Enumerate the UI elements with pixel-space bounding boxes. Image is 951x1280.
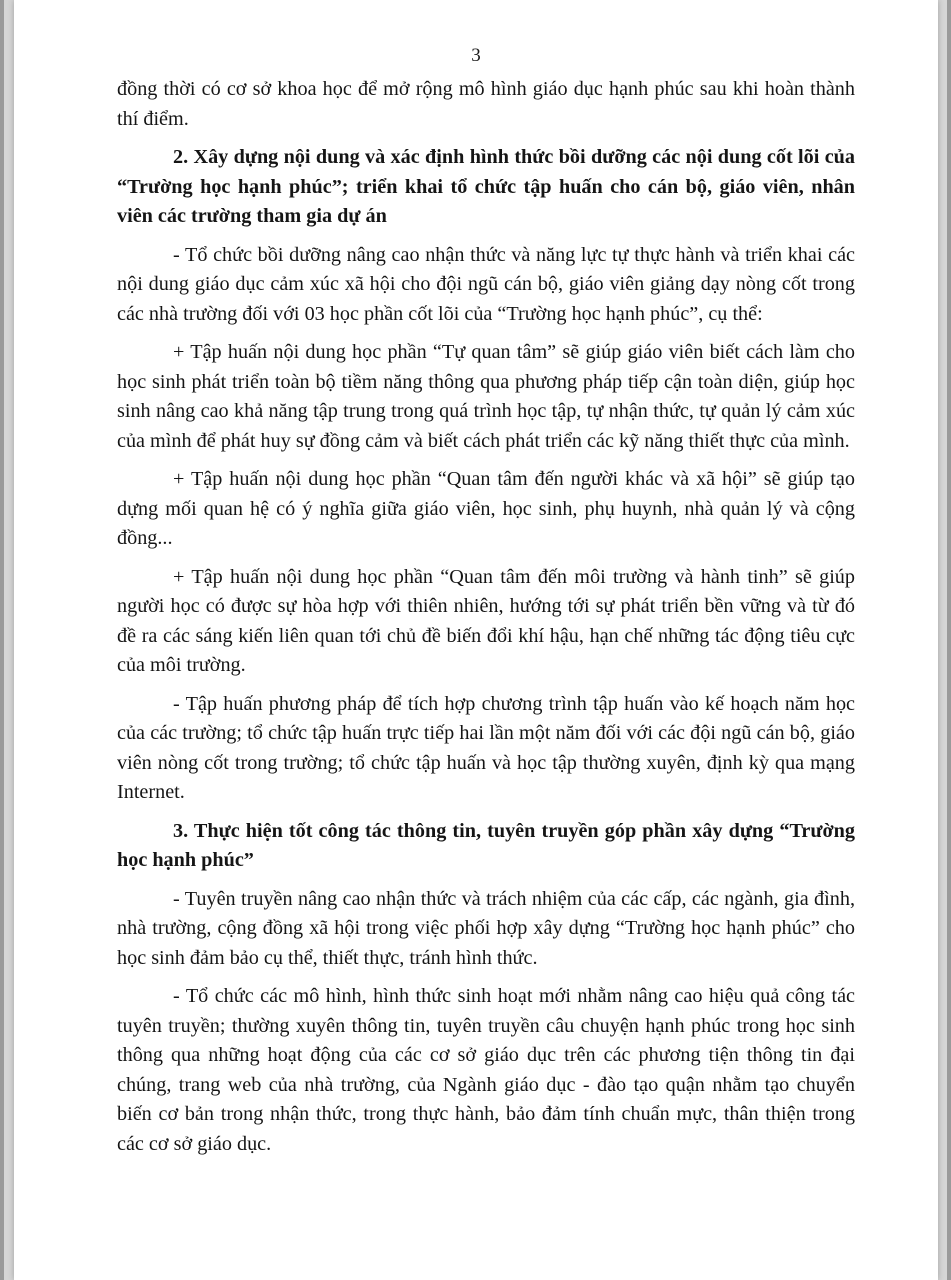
paragraph-module-environment: + Tập huấn nội dung học phần “Quan tâm đến môi trường và hành tinh” sẽ giúp người học có được sự hòa hợp với thiên nhiên, hướng tới sự phát triển bền vững và từ đó đề ra các sáng kiến liên quan tới chủ đề biến đổi khí hậu, hạn chế những tác động tiêu cực của môi trường. xyxy=(117,565,855,676)
viewer-frame-left xyxy=(0,0,4,1280)
paragraph-module-caring-others: + Tập huấn nội dung học phần “Quan tâm đến người khác và xã hội” sẽ giúp tạo dựng mối quan hệ có ý nghĩa giữa giáo viên, học sinh, phụ huynh, nhà quản lý và cộng đồng... xyxy=(117,468,855,549)
paragraph-training-method: - Tập huấn phương pháp để tích hợp chương trình tập huấn vào kế hoạch năm học của các trường; tổ chức tập huấn trực tiếp hai lần một năm đối với các đội ngũ cán bộ, giáo viên nòng cốt trong trường; tổ chức tập huấn và học tập thường xuyên, định kỳ qua mạng Internet. xyxy=(117,692,855,803)
paragraph-training-overview: - Tổ chức bồi dưỡng nâng cao nhận thức và năng lực tự thực hành và triển khai các nội dung giáo dục cảm xúc xã hội cho đội ngũ cán bộ, giáo viên giảng dạy nòng cốt trong các nhà trường đối với 03 học phần cốt lõi của “Trường học hạnh phúc”, cụ thể: xyxy=(117,243,855,325)
paragraph-propaganda-models: - Tổ chức các mô hình, hình thức sinh hoạt mới nhằm nâng cao hiệu quả công tác tuyên truyền; thường xuyên thông tin, tuyên truyền câu chuyện hạnh phúc trong học sinh thông qua những hoạt động của các cơ sở giáo dục trên các phương tiện thông tin đại chúng, trang web của nhà trường, của Ngành giáo dục - đào tạo quận nhằm tạo chuyển biến cơ bản trong nhận thức, trong thực hành, bảo đảm tính chuẩn mực, thân thiện trong các cơ sở giáo dục. xyxy=(117,985,855,1155)
document-page xyxy=(14,0,938,1280)
section-heading-3: 3. Thực hiện tốt công tác thông tin, tuyên truyền góp phần xây dựng “Trường học hạnh phúc” xyxy=(117,819,855,871)
page-number: 3 xyxy=(471,45,481,66)
paragraph-propaganda-awareness: - Tuyên truyền nâng cao nhận thức và trách nhiệm của các cấp, các ngành, gia đình, nhà trường, cộng đồng xã hội trong việc phối hợp xây dựng “Trường học hạnh phúc” cho học sinh đảm bảo cụ thể, thiết thực, tránh hình thức. xyxy=(117,887,855,969)
document-body xyxy=(117,75,855,1159)
paragraph-continuation: đồng thời có cơ sở khoa học để mở rộng mô hình giáo dục hạnh phúc sau khi hoàn thành thí điểm. xyxy=(117,78,855,130)
section-heading-2: 2. Xây dựng nội dung và xác định hình thức bồi dưỡng các nội dung cốt lõi của “Trường học hạnh phúc”; triển khai tổ chức tập huấn cho cán bộ, giáo viên, nhân viên các trường tham gia dự án xyxy=(117,146,855,227)
viewer-frame-right xyxy=(947,0,951,1280)
paragraph-module-self-care: + Tập huấn nội dung học phần “Tự quan tâm” sẽ giúp giáo viên biết cách làm cho học sinh phát triển toàn bộ tiềm năng thông qua phương pháp tiếp cận toàn diện, giúp học sinh nâng cao khả năng tập trung trong quá trình học tập, tự nhận thức, tự quản lý cảm xúc của mình để phát huy sự đồng cảm và biết cách phát triển các kỹ năng thiết thực của mình. xyxy=(117,341,855,452)
